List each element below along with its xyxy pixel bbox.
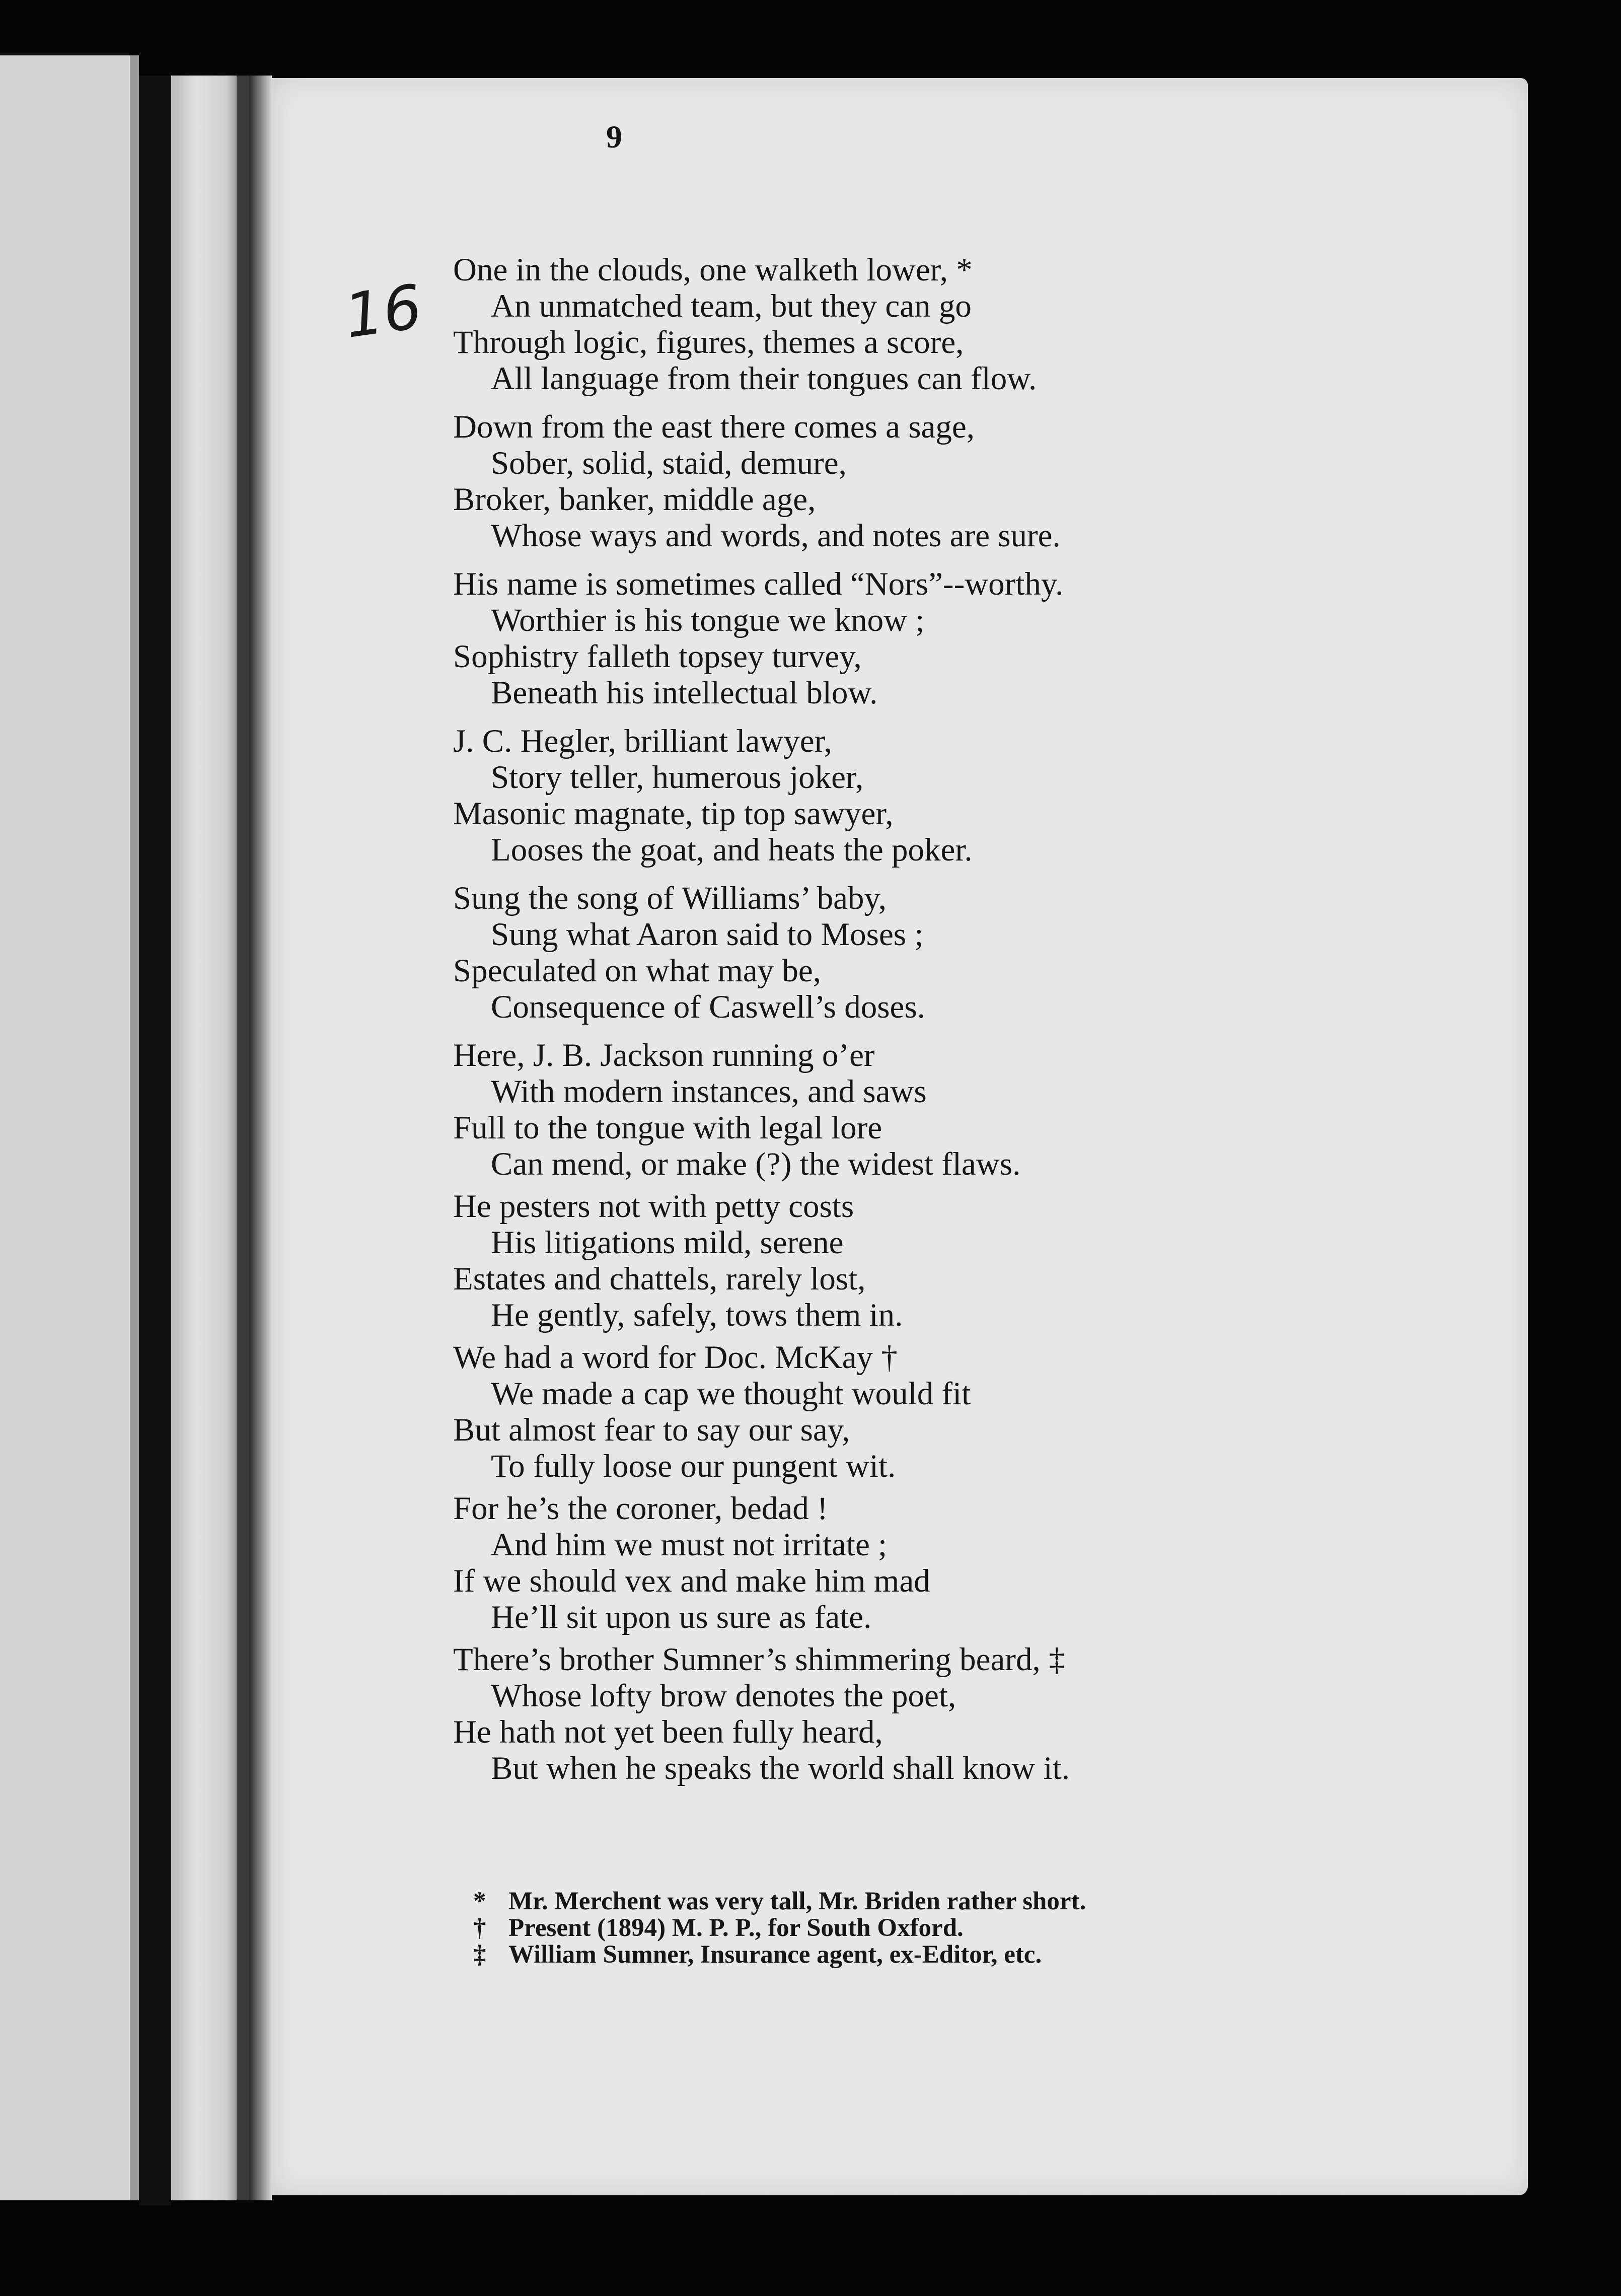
poem-line: But almost fear to say our say, (453, 1412, 850, 1448)
poem-line: Sung the song of Williams’ baby, (453, 880, 887, 916)
stanza (453, 566, 1460, 711)
poem-line: Estates and chattels, rarely lost, (453, 1261, 866, 1297)
footnote-mark: † (473, 1914, 486, 1942)
poem-line: Broker, banker, middle age, (453, 481, 816, 518)
poem-line: He hath not yet been fully heard, (453, 1714, 883, 1750)
stanza (453, 252, 1460, 397)
poem-line: He’ll sit upon us sure as fate. (491, 1599, 872, 1635)
poem-line: Looses the goat, and heats the poker. (491, 832, 973, 868)
handwritten-margin-note: 16 (340, 272, 426, 352)
poem-line: Sung what Aaron said to Moses ; (491, 916, 924, 953)
poem-line: J. C. Hegler, brilliant lawyer, (453, 723, 832, 759)
poem-line: Through logic, figures, themes a score, (453, 324, 964, 361)
stanza (453, 723, 1460, 868)
stanza (453, 1339, 1460, 1484)
poem-line: Worthier is his tongue we know ; (491, 602, 925, 638)
poem-line: Story teller, humerous joker, (491, 759, 864, 796)
footnote-text: William Sumner, Insurance agent, ex-Editor, etc. (508, 1941, 1042, 1969)
poem-line: He gently, safely, tows them in. (491, 1297, 903, 1333)
poem-line: There’s brother Sumner’s shimmering beard, ‡ (453, 1641, 1065, 1678)
poem-line: We had a word for Doc. McKay † (453, 1339, 898, 1376)
poem-line: With modern instances, and saws (491, 1073, 927, 1110)
poem-line: One in the clouds, one walketh lower, * (453, 252, 973, 288)
poem-line: Sober, solid, staid, demure, (491, 445, 847, 481)
stanza (453, 1188, 1460, 1333)
footnote-text: Present (1894) M. P. P., for South Oxford. (508, 1914, 964, 1942)
poem-line: His litigations mild, serene (491, 1225, 844, 1261)
poem-line: Down from the east there comes a sage, (453, 409, 975, 445)
left-page-shadow (130, 55, 139, 2200)
poem-body (453, 252, 1460, 1786)
poem-line: We made a cap we thought would fit (491, 1376, 971, 1412)
stanza (453, 409, 1460, 554)
page-gutter (139, 76, 171, 2205)
poem-line: Masonic magnate, tip top sawyer, (453, 796, 894, 832)
poem-line: Whose lofty brow denotes the poet, (491, 1678, 956, 1714)
stanza (453, 1641, 1460, 1786)
stanza (453, 1037, 1460, 1182)
stanza (453, 880, 1460, 1025)
poem-line: For he’s the coroner, bedad ! (453, 1490, 828, 1527)
poem-line: His name is sometimes called “Nors”--worthy. (453, 566, 1064, 602)
poem-line: Speculated on what may be, (453, 953, 822, 989)
stanza (453, 1490, 1460, 1635)
poem-line: To fully loose our pungent wit. (491, 1448, 896, 1484)
footnote-text: Mr. Merchent was very tall, Mr. Briden rather short. (508, 1887, 1086, 1915)
torn-binding-strip (171, 76, 272, 2200)
poem-line: Here, J. B. Jackson running o’er (453, 1037, 875, 1073)
poem-line: If we should vex and make him mad (453, 1563, 930, 1599)
poem-line: Full to the tongue with legal lore (453, 1110, 882, 1146)
poem-line: All language from their tongues can flow. (491, 361, 1037, 397)
footnotes (473, 1888, 1480, 1968)
footnote (473, 1942, 1480, 1968)
poem-line: Consequence of Caswell’s doses. (491, 989, 925, 1025)
poem-line: Whose ways and words, and notes are sure. (491, 518, 1061, 554)
poem-line: Sophistry falleth topsey turvey, (453, 638, 862, 675)
poem-line: And him we must not irritate ; (491, 1527, 888, 1563)
poem-line: An unmatched team, but they can go (491, 288, 972, 324)
footnote (473, 1915, 1480, 1942)
poem-line: He pesters not with petty costs (453, 1188, 854, 1225)
poem-line: Can mend, or make (?) the widest flaws. (491, 1146, 1021, 1182)
poem-line: Beneath his intellectual blow. (491, 675, 878, 711)
page-number: 9 (606, 119, 622, 155)
left-page-edge (0, 55, 136, 2200)
footnote-mark: * (473, 1887, 486, 1915)
footnote-mark: ‡ (473, 1941, 486, 1969)
footnote (473, 1888, 1480, 1915)
poem-line: But when he speaks the world shall know it. (491, 1750, 1070, 1786)
